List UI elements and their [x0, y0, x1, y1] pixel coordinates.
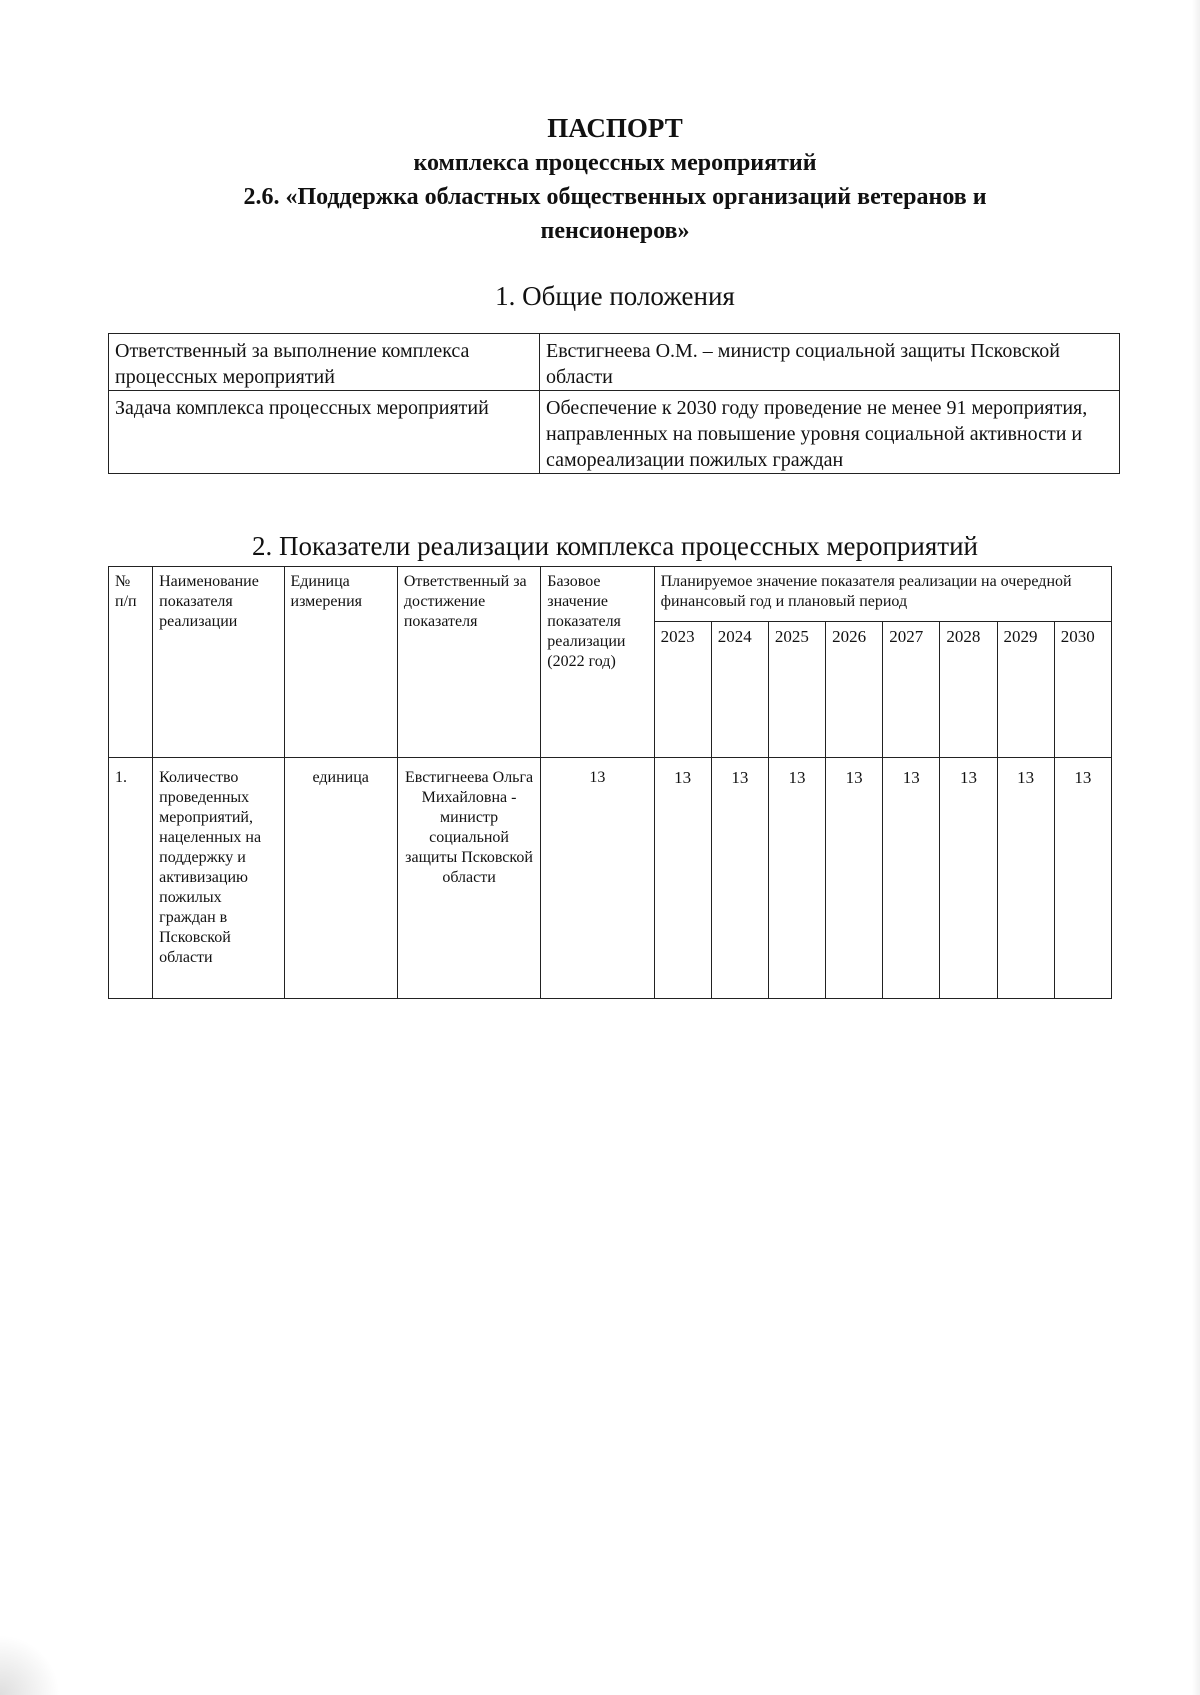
row-year-value: 13: [883, 758, 940, 999]
row-year-value: 13: [940, 758, 997, 999]
row-num: 1.: [109, 758, 153, 999]
column-header-base: Базовое значение показателя реализации (2022 год): [541, 567, 654, 758]
row-year-value: 13: [711, 758, 768, 999]
year-header: 2023: [654, 622, 711, 758]
complex-name-line2: пенсионеров»: [540, 218, 690, 244]
column-header-unit: Единица измерения: [284, 567, 397, 758]
year-header: 2027: [883, 622, 940, 758]
year-header: 2024: [711, 622, 768, 758]
table-row: [109, 758, 1112, 999]
table-row: [109, 391, 1120, 474]
year-header: 2025: [768, 622, 825, 758]
task-label: Задача комплекса процессных мероприятий: [109, 391, 540, 474]
indicators-table: [108, 566, 1112, 999]
responsible-label: Ответственный за выполнение комплекса процессных мероприятий: [109, 334, 540, 391]
document-subtitle: комплекса процессных мероприятий: [413, 150, 817, 176]
table-header-row: [109, 567, 1112, 622]
document-title-block: [100, 110, 1130, 248]
row-base-value: 13: [541, 758, 654, 999]
general-provisions-table: [108, 333, 1120, 474]
scan-edge: [1192, 0, 1200, 1695]
row-responsible: Евстигнеева Ольга Михайловна - министр социальной защиты Псковской области: [397, 758, 540, 999]
column-header-name: Наименование показателя реализации: [153, 567, 284, 758]
row-indicator-name: Количество проведенных мероприятий, нацеленных на поддержку и активизацию пожилых граждан в Псковской области: [153, 758, 284, 999]
row-year-value: 13: [1054, 758, 1111, 999]
year-header: 2028: [940, 622, 997, 758]
table-row: [109, 334, 1120, 391]
column-header-responsible: Ответственный за достижение показателя: [397, 567, 540, 758]
row-year-value: 13: [654, 758, 711, 999]
task-value: Обеспечение к 2030 году проведение не менее 91 мероприятия, направленных на повышение уровня социальной активности и самореализации пожилых граждан: [540, 391, 1120, 474]
row-year-value: 13: [768, 758, 825, 999]
row-year-value: 13: [997, 758, 1054, 999]
section2-heading: 2. Показатели реализации комплекса процессных мероприятий: [252, 531, 978, 561]
row-year-value: 13: [826, 758, 883, 999]
row-unit: единица: [284, 758, 397, 999]
complex-name-line1: 2.6. «Поддержка областных общественных организаций ветеранов и: [243, 184, 987, 210]
scan-noise: [0, 1635, 60, 1695]
year-header: 2026: [826, 622, 883, 758]
column-header-num: № п/п: [109, 567, 153, 758]
section1-heading: 1. Общие положения: [495, 281, 735, 311]
year-header: 2030: [1054, 622, 1111, 758]
document-title: ПАСПОРТ: [547, 113, 683, 143]
responsible-value: Евстигнеева О.М. – министр социальной защиты Псковской области: [540, 334, 1120, 391]
column-header-planned: Планируемое значение показателя реализации на очередной финансовый год и плановый период: [654, 567, 1111, 622]
year-header: 2029: [997, 622, 1054, 758]
